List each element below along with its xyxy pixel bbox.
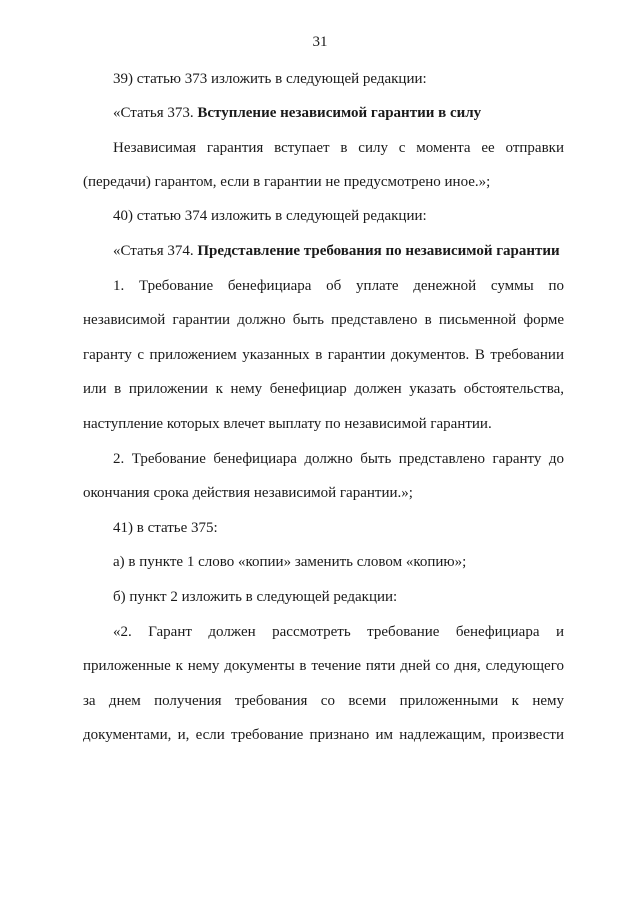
text-line: (передачи) гарантом, если в гарантии не предусмотрено иное.»; [83,174,491,190]
text-line: окончания срока действия независимой гарантии.»; [83,485,413,501]
text-line: а) в пункте 1 слово «копии» заменить словом «копию»; [113,554,467,570]
text-line: Независимая гарантия вступает в силу с момента ее отправки [113,140,564,156]
article-title: Представление требования по независимой гарантии [197,243,560,259]
text-line: независимой гарантии должно быть представлено в письменной форме [83,312,564,328]
text-line: 40) статью 374 изложить в следующей редакции: [113,208,427,224]
text-line: гаранту с приложением указанных в гарантии документов. В требовании [83,347,564,363]
article-heading [113,241,564,261]
text-line: б) пункт 2 изложить в следующей редакции: [113,589,398,605]
article-heading [113,103,564,123]
text-line: 41) в статье 375: [113,520,218,536]
text-line: документами, и, если требование признано им надлежащим, произвести [83,727,564,743]
article-number: «Статья 373. [113,105,198,121]
article-number: «Статья 374. [113,243,198,259]
page-number: 31 [312,34,328,50]
text-line: 39) статью 373 изложить в следующей редакции: [113,71,427,87]
text-line: или в приложении к нему бенефициар должен указать обстоятельства, [83,381,564,397]
text-line: приложенные к нему документы в течение пяти дней со дня, следующего [83,658,564,674]
text-line: 1. Требование бенефициара об уплате денежной суммы по [113,278,564,294]
text-line: «2. Гарант должен рассмотреть требование бенефициара и [113,624,564,640]
text-line: 2. Требование бенефициара должно быть представлено гаранту до [113,451,564,467]
text-line: наступление которых влечет выплату по независимой гарантии. [83,416,492,432]
text-line: за днем получения требования со всеми приложенными к нему [83,693,564,709]
article-title: Вступление независимой гарантии в силу [197,105,482,121]
